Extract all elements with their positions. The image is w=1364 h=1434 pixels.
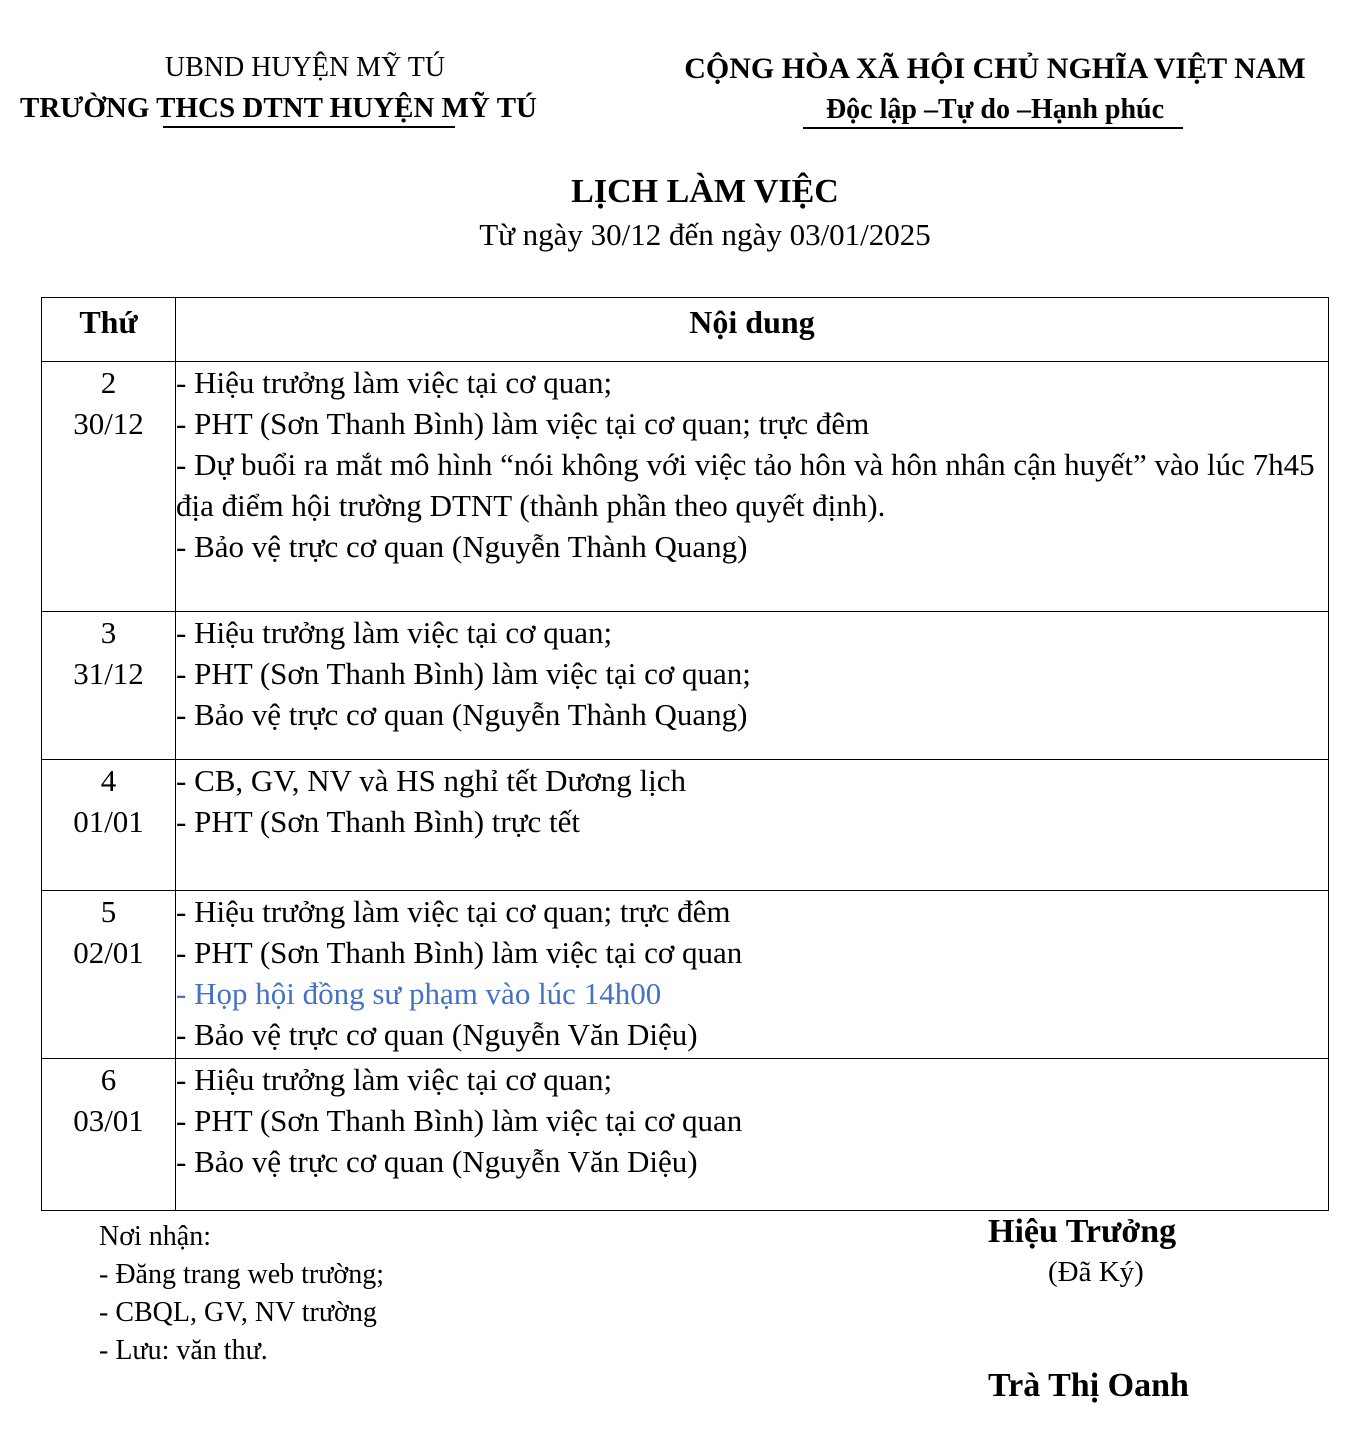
national-title: CỘNG HÒA XÃ HỘI CHỦ NGHĨA VIỆT NAM bbox=[684, 52, 1306, 85]
task-line: - Hiệu trưởng làm việc tại cơ quan; bbox=[176, 615, 613, 650]
task-line: - PHT (Sơn Thanh Bình) trực tết bbox=[176, 804, 581, 839]
day-date: 02/01 bbox=[73, 935, 144, 970]
table-row bbox=[42, 1059, 1329, 1211]
task-line: - Hiệu trưởng làm việc tại cơ quan; trực đêm bbox=[176, 894, 731, 929]
table-row bbox=[42, 891, 1329, 1059]
table-row bbox=[42, 760, 1329, 891]
document-date-range: Từ ngày 30/12 đến ngày 03/01/2025 bbox=[479, 217, 931, 252]
task-line: - Hiệu trưởng làm việc tại cơ quan; bbox=[176, 1062, 613, 1097]
recipient-item: - Đăng trang web trường; bbox=[99, 1259, 385, 1290]
day-cell bbox=[42, 362, 176, 612]
task-line: - Bảo vệ trực cơ quan (Nguyễn Thành Quang) bbox=[176, 529, 748, 564]
day-date: 31/12 bbox=[73, 656, 144, 691]
highlighted-task-line: - Họp hội đồng sư phạm vào lúc 14h00 bbox=[176, 976, 662, 1011]
national-motto-underline bbox=[803, 127, 1183, 129]
content-cell bbox=[176, 362, 1329, 612]
day-cell bbox=[42, 760, 176, 891]
task-line: - Dự buổi ra mắt mô hình “nói không với việc tảo hôn và hôn nhân cận huyết” vào lúc 7h45 địa điểm hội trường DTNT (thành phần theo quyết định). bbox=[176, 447, 1315, 523]
schedule-body bbox=[42, 362, 1329, 1211]
task-line: - Bảo vệ trực cơ quan (Nguyễn Văn Diệu) bbox=[176, 1017, 698, 1052]
task-line: - PHT (Sơn Thanh Bình) làm việc tại cơ quan; trực đêm bbox=[176, 406, 870, 441]
task-line: - PHT (Sơn Thanh Bình) làm việc tại cơ quan bbox=[176, 1103, 743, 1138]
signer-title: Hiệu Trưởng bbox=[988, 1213, 1177, 1250]
content-cell bbox=[176, 760, 1329, 891]
column-header-content: Nội dung bbox=[176, 298, 1329, 362]
task-line: - PHT (Sơn Thanh Bình) làm việc tại cơ quan; bbox=[176, 656, 751, 691]
recipients-block bbox=[99, 1218, 384, 1370]
weekday-number: 2 bbox=[100, 365, 117, 400]
signed-note: (Đã Ký) bbox=[1048, 1256, 1144, 1288]
issuing-authority: UBND HUYỆN MỸ TÚ bbox=[164, 52, 446, 83]
content-cell bbox=[176, 612, 1329, 760]
schedule-table bbox=[41, 297, 1329, 1211]
column-header-day: Thứ bbox=[42, 298, 176, 362]
task-line: - CB, GV, NV và HS nghỉ tết Dương lịch bbox=[176, 763, 686, 798]
document-title: LỊCH LÀM VIỆC bbox=[571, 173, 839, 210]
weekday-number: 6 bbox=[100, 1062, 117, 1097]
content-cell bbox=[176, 1059, 1329, 1211]
task-line: - PHT (Sơn Thanh Bình) làm việc tại cơ quan bbox=[176, 935, 743, 970]
weekday-number: 5 bbox=[100, 894, 117, 929]
weekday-number: 3 bbox=[100, 615, 117, 650]
day-cell bbox=[42, 612, 176, 760]
task-line: - Bảo vệ trực cơ quan (Nguyễn Thành Quang) bbox=[176, 697, 748, 732]
content-cell bbox=[176, 891, 1329, 1059]
day-date: 30/12 bbox=[73, 406, 144, 441]
day-cell bbox=[42, 1059, 176, 1211]
national-motto: Độc lập –Tự do –Hạnh phúc bbox=[825, 94, 1165, 125]
day-date: 03/01 bbox=[73, 1103, 144, 1138]
task-line: - Bảo vệ trực cơ quan (Nguyễn Văn Diệu) bbox=[176, 1144, 698, 1179]
recipient-item: - CBQL, GV, NV trường bbox=[99, 1297, 377, 1328]
school-name-underline bbox=[163, 126, 455, 128]
table-row bbox=[42, 612, 1329, 760]
recipient-item: - Lưu: văn thư. bbox=[99, 1335, 268, 1366]
table-header-row bbox=[42, 298, 1329, 362]
day-date: 01/01 bbox=[73, 804, 144, 839]
recipients-label: Nơi nhận: bbox=[99, 1221, 212, 1252]
weekday-number: 4 bbox=[100, 763, 117, 798]
table-row bbox=[42, 362, 1329, 612]
day-cell bbox=[42, 891, 176, 1059]
task-line: - Hiệu trưởng làm việc tại cơ quan; bbox=[176, 365, 613, 400]
signer-name: Trà Thị Oanh bbox=[988, 1367, 1189, 1404]
school-name: TRƯỜNG THCS DTNT HUYỆN MỸ TÚ bbox=[20, 92, 537, 124]
